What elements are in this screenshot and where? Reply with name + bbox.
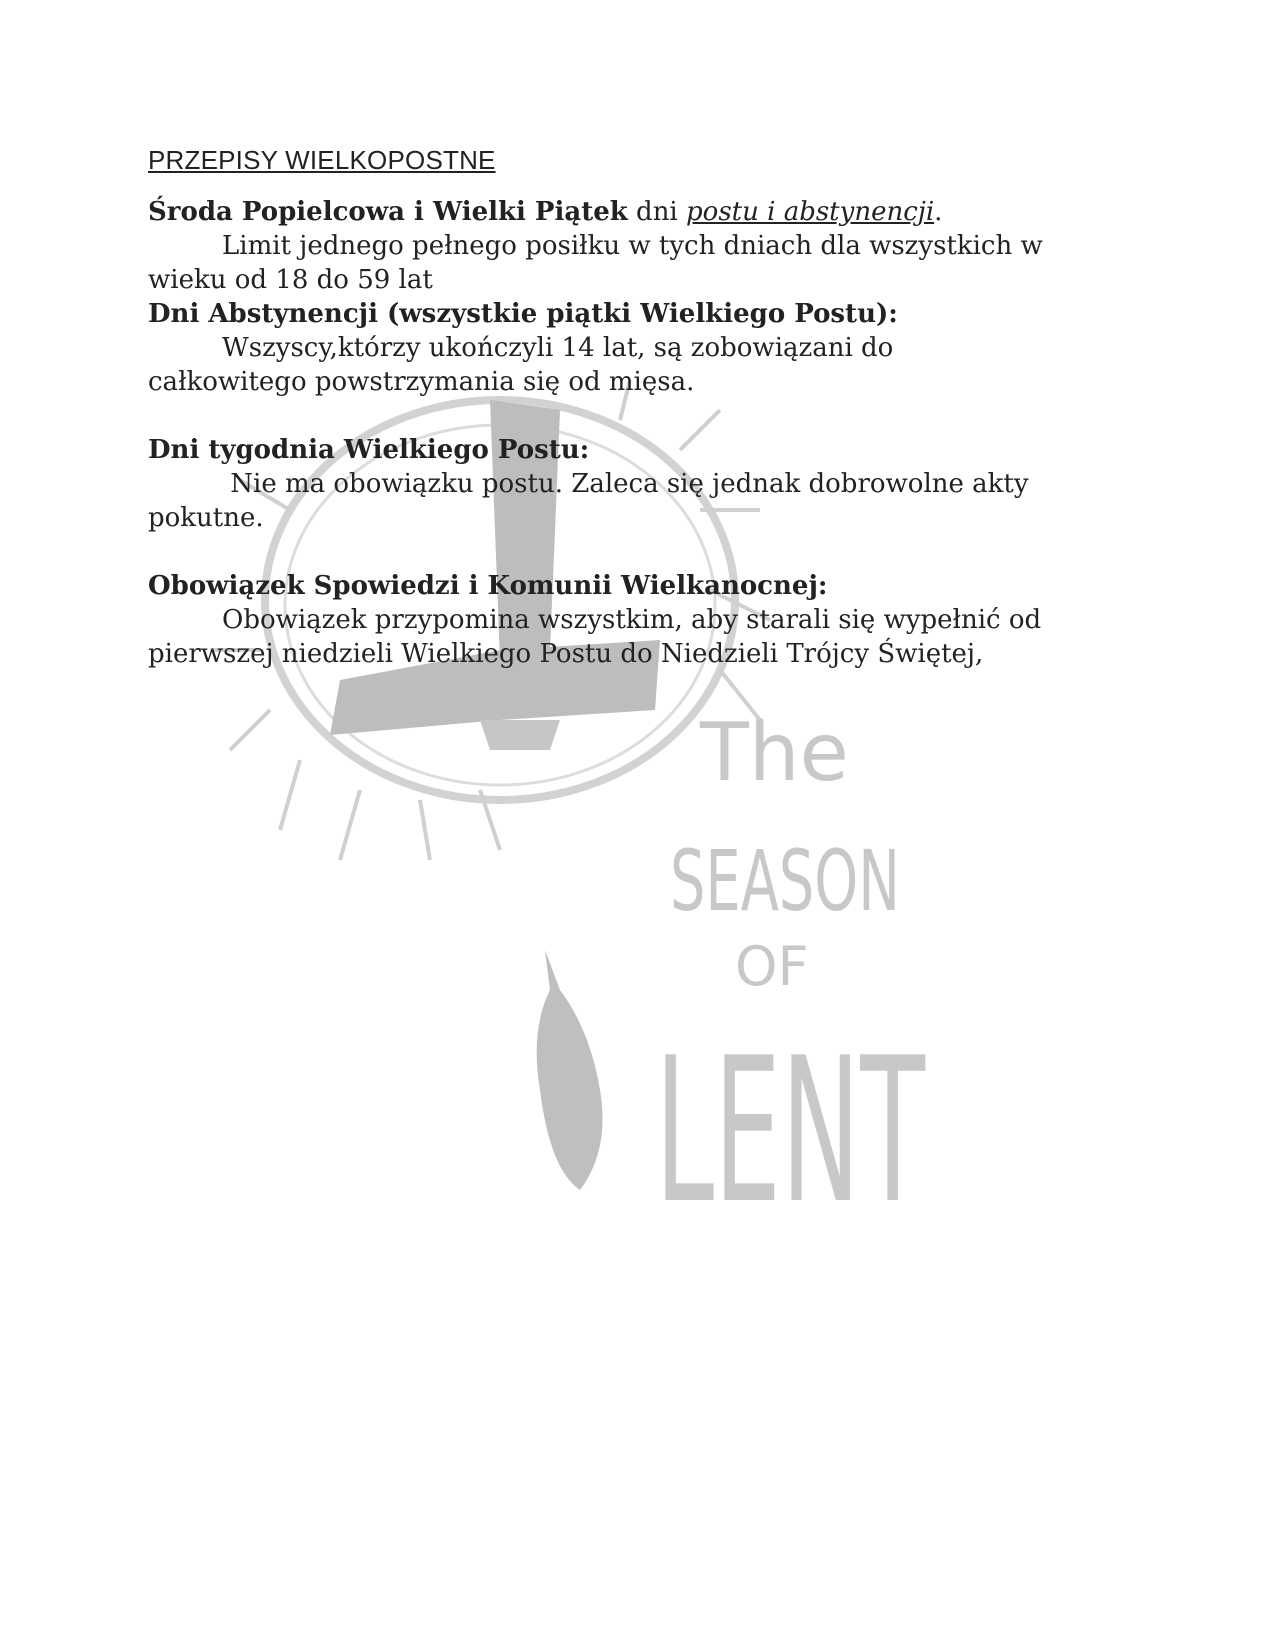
section-confession <box>148 569 1148 671</box>
paragraph-line: Obowiązek przypomina wszystkim, aby starali się wypełnić od <box>222 605 1042 635</box>
ash-drip-icon <box>537 950 603 1190</box>
section-heading: Obowiązek Spowiedzi i Komunii Wielkanocnej: <box>148 571 828 601</box>
spacer <box>148 399 1148 433</box>
section-heading: Dni tygodnia Wielkiego Postu: <box>148 435 590 465</box>
paragraph-line: Wszyscy,którzy ukończyli 14 lat, są zobowiązani do <box>222 333 894 363</box>
section-weekdays <box>148 433 1148 535</box>
paragraph-line: pierwszej niedzieli Wielkiego Postu do Niedzieli Trójcy Świętej, <box>148 639 984 669</box>
watermark-the: The <box>700 706 849 799</box>
watermark-lent: LENT <box>655 1015 926 1248</box>
section-heading: Środa Popielcowa i Wielki Piątek <box>148 197 628 227</box>
watermark-season: SEASON <box>670 832 900 930</box>
section-ash-wednesday-heading-line <box>148 195 1148 229</box>
section-ash-wednesday <box>148 195 1148 297</box>
paragraph-line: pokutne. <box>148 503 264 533</box>
paragraph-line: Limit jednego pełnego posiłku w tych dniach dla wszystkich w <box>222 231 1043 261</box>
heading-continuation: dni <box>627 197 687 227</box>
document-body <box>148 143 1148 671</box>
spacer <box>148 535 1148 569</box>
paragraph-line: wieku od 18 do 59 lat <box>148 265 433 295</box>
watermark-of: OF <box>735 935 809 998</box>
heading-period: . <box>934 197 943 227</box>
page-title: PRZEPISY WIELKOPOSTNE <box>148 145 496 175</box>
section-abstinence-days <box>148 297 1148 399</box>
paragraph-line: Nie ma obowiązku postu. Zaleca się jednak dobrowolne akty <box>222 469 1029 499</box>
section-heading: Dni Abstynencji (wszystkie piątki Wielkiego Postu): <box>148 299 898 329</box>
fasting-emphasis: postu i abstynencji <box>686 197 935 227</box>
paragraph-line: całkowitego powstrzymania się od mięsa. <box>148 367 695 397</box>
